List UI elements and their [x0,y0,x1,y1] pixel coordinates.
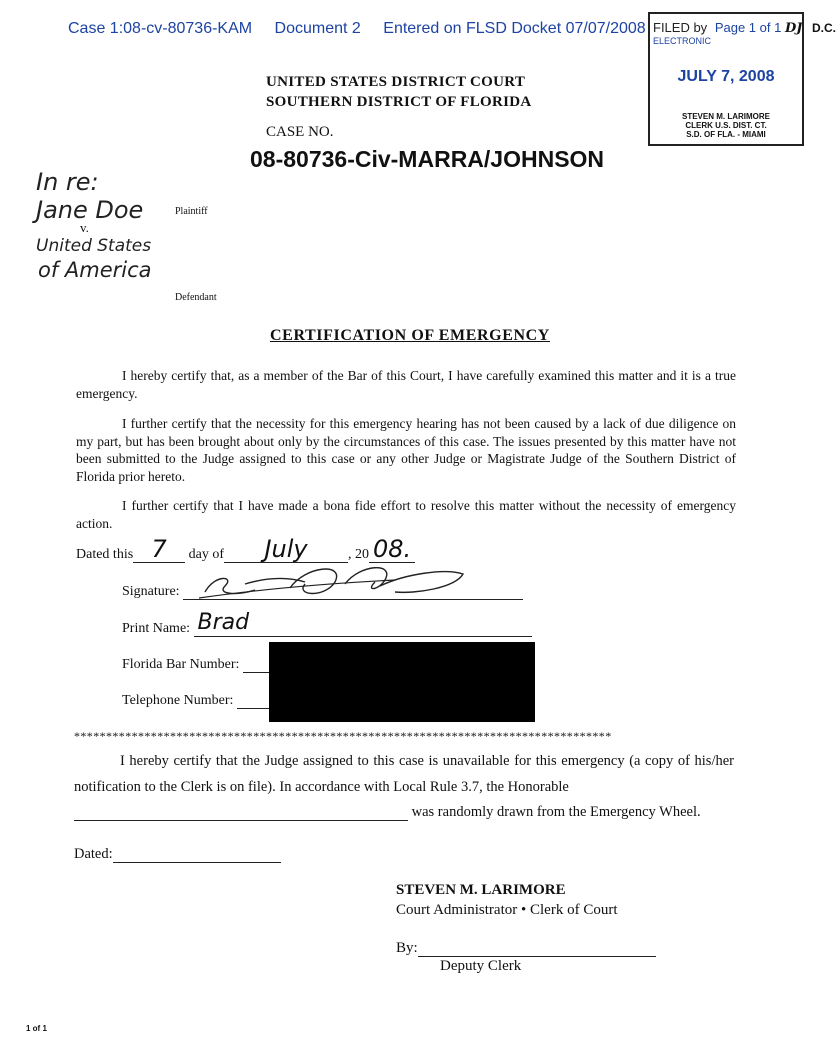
print-name-label: Print Name: [122,621,191,636]
para3-text: I further certify that I have made a bona fide effort to resolve this matter without the necessity of emergency action. [76,498,736,531]
redaction-box [269,642,535,722]
handwritten-plaintiff: Jane Doe [36,196,144,224]
print-name-row [122,610,532,637]
by-label: By: [396,940,418,956]
judge-name-field[interactable] [74,804,408,821]
telephone-label: Telephone Number: [122,693,234,708]
stamp-dc: D.C. [812,21,836,35]
ecf-case: Case 1:08-cv-80736-KAM [68,20,253,37]
clerk-certification-para [74,748,734,800]
day-value: 7 [151,535,167,563]
certification-title: CERTIFICATION OF EMERGENCY [270,327,550,344]
filed-stamp [648,12,836,146]
clerk-para-text: I hereby certify that the Judge assigned to this case is unavailable for this emergency (a copy of his/her notification to the Clerk is on file). In accordance with Local Rule 3.7, the Honorable [74,753,734,795]
signature-label: Signature: [122,584,180,599]
defendant-label: Defendant [175,292,217,303]
stamp-date: JULY 7, 2008 [677,68,775,85]
clerk-dated-field[interactable] [113,846,281,863]
handwritten-defendant-line1: United States [36,236,152,256]
ecf-entered: Entered on FLSD Docket 07/07/2008 [383,20,646,37]
court-administrator-title: Court Administrator • Clerk of Court [396,902,618,918]
emergency-wheel-row [74,804,701,821]
stamp-top-row [653,20,836,36]
year-value: 08. [372,535,412,563]
month-value: July [264,535,308,563]
court-administrator-name: STEVEN M. LARIMORE [396,882,566,898]
court-line1: UNITED STATES DISTRICT COURT [266,74,526,90]
court-title [266,72,532,112]
ecf-page: Page 1 of 1 [714,20,782,35]
print-name-value: Brad [197,610,250,635]
day-field[interactable] [133,535,185,563]
plaintiff-label: Plaintiff [175,206,208,217]
stamp-initials: DJ [784,21,803,36]
page-footer: 1 of 1 [26,1024,47,1033]
wheel-text: was randomly drawn from the Emergency Wheel. [411,804,701,820]
certification-para3 [76,497,736,532]
year-prefix: , 20 [348,547,370,562]
certification-para2 [76,415,736,485]
para1-text: I hereby certify that, as a member of the Bar of this Court, I have carefully examined this matter and it is a true emergency. [76,368,736,401]
separator-stars: ************************************************************************************ [74,729,612,743]
stamp-clerk-line: CLERK U.S. DIST. CT. [685,121,767,130]
stamp-clerk [650,112,802,139]
case-no-label: CASE NO. [266,124,334,140]
ecf-header [68,20,664,38]
day-of-label: day of [188,547,225,562]
bar-number-label: Florida Bar Number: [122,657,240,672]
deputy-signature-field[interactable] [418,940,656,957]
stamp-clerk-line: STEVEN M. LARIMORE [681,112,770,121]
handwritten-signature [195,554,475,604]
stamp-filed-by: FILED by [653,20,708,35]
print-name-field[interactable] [194,610,532,637]
handwritten-defendant-line2: of America [38,258,152,282]
stamp-clerk-line: S.D. OF FLA. - MIAMI [686,130,766,139]
versus-label: v. [80,220,89,235]
certification-para1 [76,367,736,402]
court-line2: SOUTHERN DISTRICT OF FLORIDA [266,94,532,110]
clerk-dated-row [74,846,281,863]
case-number: 08-80736-Civ-MARRA/JOHNSON [250,146,605,172]
clerk-dated-label: Dated: [74,846,113,862]
deputy-clerk-label: Deputy Clerk [440,958,522,974]
para2-text: I further certify that the necessity for this emergency hearing has not been caused by a lack of due diligence on my part, but has been brought about only by the circumstances of this case. The issues presented by this matter have not been submitted to the Judge assigned to this case or any other Judge or Magistrate Judge of the Southern District of Florida prior hereto. [76,416,736,484]
stamp-electronic: ELECTRONIC [653,36,712,46]
ecf-document: Document 2 [274,20,361,37]
handwritten-inre: In re: [36,168,99,196]
by-row [396,940,656,957]
dated-prefix: Dated this [76,547,134,562]
